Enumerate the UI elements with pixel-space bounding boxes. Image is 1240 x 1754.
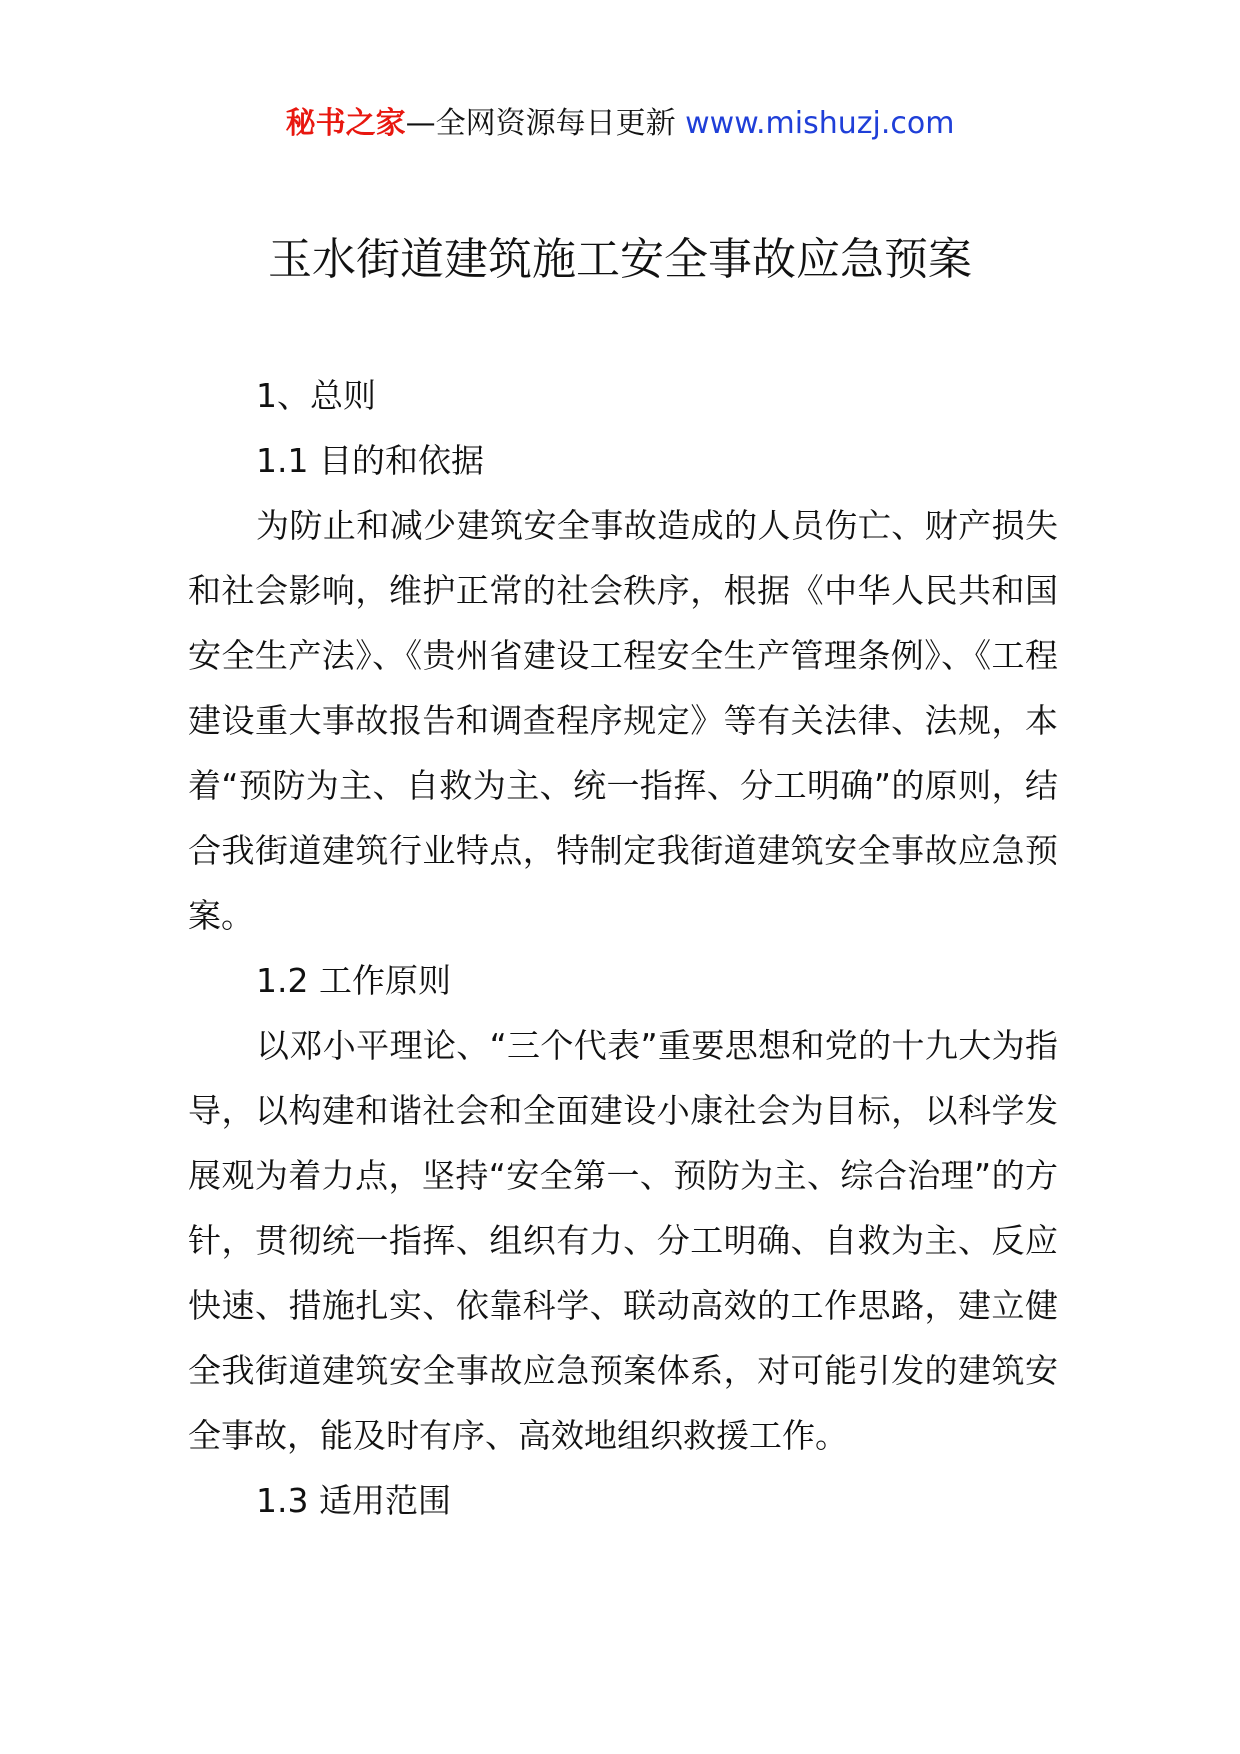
section-1-1-heading: 1.1 目的和依据 — [256, 441, 484, 480]
document-title: 玉水街道建筑施工安全事故应急预案 — [268, 234, 972, 285]
document-body — [188, 363, 1058, 1533]
brand-name: 秘书之家 — [285, 106, 406, 141]
section-1-2-heading: 1.2 工作原则 — [256, 961, 451, 1000]
site-url-link[interactable]: www.mishuzj.com — [685, 106, 955, 141]
section-1-3-heading: 1.3 适用范围 — [256, 1481, 451, 1520]
site-header — [0, 100, 1240, 148]
section-1-1-paragraph: 为防止和减少建筑安全事故造成的人员伤亡、财产损失和社会影响，维护正常的社会秩序，根据《中华人民共和国安全生产法》、《贵州省建设工程安全生产管理条例》、《工程建设重大事故报告和调查程序规定》等有关法律、法规，本着“预防为主、自救为主、统一指挥、分工明确”的原则，结合我街道建筑行业特点，特制定我街道建筑安全事故应急预案。 — [188, 506, 1058, 935]
section-1-2-paragraph: 以邓小平理论、“三个代表”重要思想和党的十九大为指导，以构建和谐社会和全面建设小康社会为目标，以科学发展观为着力点，坚持“安全第一、预防为主、综合治理”的方针，贯彻统一指挥、组织有力、分工明确、自救为主、反应快速、措施扎实、依靠科学、联动高效的工作思路，建立健全我街道建筑安全事故应急预案体系，对可能引发的建筑安全事故，能及时有序、高效地组织救援工作。 — [188, 1026, 1058, 1455]
header-slogan: —全网资源每日更新 — [405, 106, 686, 141]
section-1-heading: 1、总则 — [256, 376, 376, 415]
